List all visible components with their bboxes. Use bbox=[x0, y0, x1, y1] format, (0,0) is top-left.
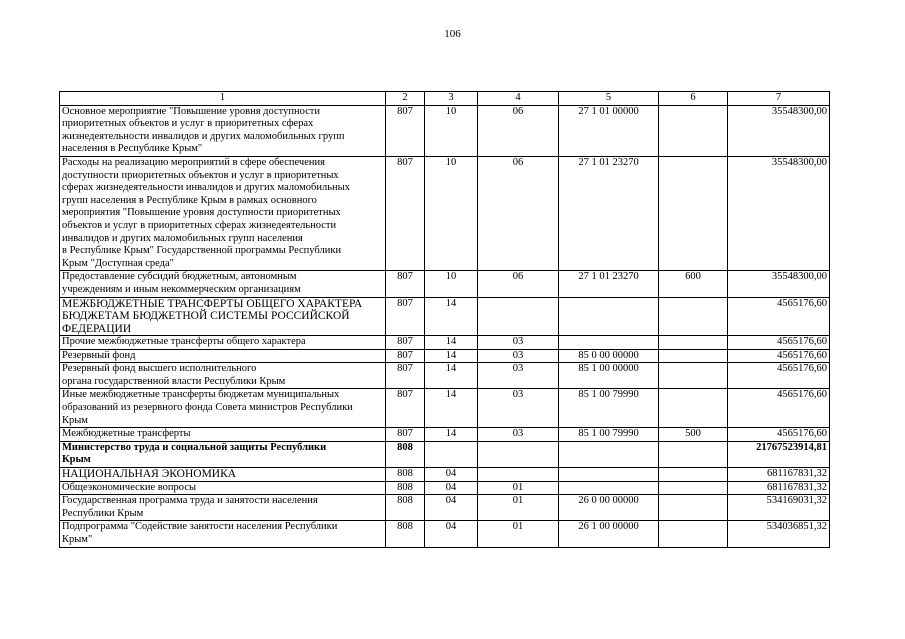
subsection-cell: 06 bbox=[478, 105, 559, 156]
table-row bbox=[60, 105, 830, 156]
row-name-text: Предоставление субсидий бюджетным, автономным учреждениям и иным некоммерческим организациям bbox=[62, 271, 301, 295]
subsection-cell: 03 bbox=[478, 349, 559, 363]
section-cell: 14 bbox=[425, 349, 478, 363]
row-name-cell bbox=[60, 156, 386, 270]
table-row bbox=[60, 481, 830, 495]
expense-type-cell: 500 bbox=[659, 428, 728, 442]
target-article-cell: 26 0 00 00000 bbox=[559, 495, 659, 521]
target-article-cell: 27 1 01 23270 bbox=[559, 271, 659, 297]
amount-cell: 35548300,00 bbox=[728, 105, 830, 156]
row-name-text: Министерство труда и социальной защиты Республики Крым bbox=[62, 441, 327, 466]
code-cell: 807 bbox=[386, 297, 425, 336]
expense-type-cell bbox=[659, 156, 728, 270]
row-name-text: НАЦИОНАЛЬНАЯ ЭКОНОМИКА bbox=[62, 467, 237, 480]
subsection-cell: 03 bbox=[478, 389, 559, 428]
subsection-cell: 03 bbox=[478, 336, 559, 350]
table-row bbox=[60, 336, 830, 350]
table-row bbox=[60, 428, 830, 442]
target-article-cell: 27 1 01 00000 bbox=[559, 105, 659, 156]
row-name-text: Расходы на реализацию мероприятий в сфере обеспечения доступности приоритетных объектов и услуг в приоритетных сферах жизнедеятельности инвалидов и других маломобильных групп населения в Республике Крым в рамках основного мероприятия "Повышение уровня доступности приоритетных объектов и услуг в приоритетных сферах жизнедеятельности инвалидов и других маломобильных групп населения в Республике Крым" Государственной программы Республики Крым "Доступная среда" bbox=[62, 156, 350, 269]
amount-cell: 681167831,32 bbox=[728, 481, 830, 495]
code-cell: 807 bbox=[386, 271, 425, 297]
code-cell: 807 bbox=[386, 389, 425, 428]
section-cell: 14 bbox=[425, 336, 478, 350]
subsection-cell: 01 bbox=[478, 495, 559, 521]
row-name-cell bbox=[60, 428, 386, 442]
row-name-cell bbox=[60, 467, 386, 481]
subsection-cell: 06 bbox=[478, 156, 559, 270]
row-name-text: Прочие межбюджетные трансферты общего характера bbox=[62, 336, 306, 347]
subsection-cell bbox=[478, 467, 559, 481]
target-article-cell: 85 1 00 79990 bbox=[559, 428, 659, 442]
column-header: 3 bbox=[425, 92, 478, 106]
amount-cell: 534169031,32 bbox=[728, 495, 830, 521]
section-cell: 10 bbox=[425, 105, 478, 156]
amount-cell: 4565176,60 bbox=[728, 297, 830, 336]
target-article-cell bbox=[559, 441, 659, 467]
section-cell: 14 bbox=[425, 389, 478, 428]
table-row bbox=[60, 271, 830, 297]
code-cell: 808 bbox=[386, 495, 425, 521]
amount-cell: 4565176,60 bbox=[728, 428, 830, 442]
section-cell: 04 bbox=[425, 467, 478, 481]
row-name-cell bbox=[60, 481, 386, 495]
expense-type-cell bbox=[659, 336, 728, 350]
code-cell: 807 bbox=[386, 363, 425, 389]
row-name-text: Резервный фонд bbox=[62, 349, 136, 361]
row-name-cell bbox=[60, 271, 386, 297]
target-article-cell: 85 1 00 00000 bbox=[559, 363, 659, 389]
row-name-cell bbox=[60, 105, 386, 156]
table-row bbox=[60, 467, 830, 481]
target-article-cell: 85 0 00 00000 bbox=[559, 349, 659, 363]
target-article-cell bbox=[559, 467, 659, 481]
section-cell: 04 bbox=[425, 521, 478, 547]
row-name-cell bbox=[60, 349, 386, 363]
amount-cell: 681167831,32 bbox=[728, 467, 830, 481]
amount-cell: 4565176,60 bbox=[728, 363, 830, 389]
page-number: 106 bbox=[444, 28, 461, 40]
amount-cell: 35548300,00 bbox=[728, 156, 830, 270]
table-row bbox=[60, 349, 830, 363]
row-name-text: Подпрограмма "Содействие занятости населения Республики Крым" bbox=[62, 521, 338, 545]
row-name-cell bbox=[60, 297, 386, 336]
subsection-cell: 03 bbox=[478, 363, 559, 389]
target-article-cell bbox=[559, 297, 659, 336]
row-name-cell bbox=[60, 521, 386, 547]
subsection-cell: 03 bbox=[478, 428, 559, 442]
code-cell: 807 bbox=[386, 105, 425, 156]
table-row bbox=[60, 389, 830, 428]
target-article-cell: 85 1 00 79990 bbox=[559, 389, 659, 428]
column-header: 5 bbox=[559, 92, 659, 106]
expense-type-cell bbox=[659, 105, 728, 156]
section-cell: 10 bbox=[425, 271, 478, 297]
table-row bbox=[60, 521, 830, 547]
expense-type-cell bbox=[659, 495, 728, 521]
table-row bbox=[60, 297, 830, 336]
code-cell: 807 bbox=[386, 156, 425, 270]
column-header: 2 bbox=[386, 92, 425, 106]
expense-type-cell bbox=[659, 389, 728, 428]
row-name-cell bbox=[60, 441, 386, 467]
row-name-text: Резервный фонд высшего исполнительного органа государственной власти Республики Крым bbox=[62, 363, 286, 387]
target-article-cell bbox=[559, 481, 659, 495]
section-cell: 04 bbox=[425, 495, 478, 521]
row-name-text: Межбюджетные трансферты bbox=[62, 428, 191, 440]
row-name-text: Общеэкономические вопросы bbox=[62, 481, 197, 493]
subsection-cell bbox=[478, 441, 559, 467]
table-row bbox=[60, 156, 830, 270]
table-row bbox=[60, 363, 830, 389]
code-cell: 808 bbox=[386, 441, 425, 467]
amount-cell: 4565176,60 bbox=[728, 389, 830, 428]
column-header: 6 bbox=[659, 92, 728, 106]
expense-type-cell bbox=[659, 441, 728, 467]
amount-cell: 4565176,60 bbox=[728, 349, 830, 363]
section-cell: 14 bbox=[425, 363, 478, 389]
section-cell: 14 bbox=[425, 428, 478, 442]
row-name-text: Основное мероприятие "Повышение уровня доступности приоритетных объектов и услуг в приоритетных сферах жизнедеятельности инвалидов и других маломобильных групп населения в Республике Крым" bbox=[62, 105, 345, 155]
column-header: 1 bbox=[60, 92, 386, 106]
target-article-cell: 26 1 00 00000 bbox=[559, 521, 659, 547]
expense-type-cell bbox=[659, 363, 728, 389]
column-header: 7 bbox=[728, 92, 830, 106]
amount-cell: 21767523914,81 bbox=[728, 441, 830, 467]
code-cell: 807 bbox=[386, 349, 425, 363]
table-row bbox=[60, 441, 830, 467]
budget-table bbox=[59, 91, 830, 548]
expense-type-cell bbox=[659, 521, 728, 547]
table-header-row bbox=[60, 92, 830, 106]
row-name-text: Государственная программа труда и занятости населения Республики Крым bbox=[62, 495, 318, 519]
code-cell: 807 bbox=[386, 428, 425, 442]
code-cell: 808 bbox=[386, 481, 425, 495]
row-name-cell bbox=[60, 495, 386, 521]
subsection-cell: 01 bbox=[478, 521, 559, 547]
row-name-cell bbox=[60, 389, 386, 428]
table-row bbox=[60, 495, 830, 521]
expense-type-cell bbox=[659, 349, 728, 363]
row-name-text: МЕЖБЮДЖЕТНЫЕ ТРАНСФЕРТЫ ОБЩЕГО ХАРАКТЕРА БЮДЖЕТАМ БЮДЖЕТНОЙ СИСТЕМЫ РОССИЙСКОЙ ФЕДЕРАЦИИ bbox=[62, 297, 363, 335]
section-cell: 10 bbox=[425, 156, 478, 270]
amount-cell: 4565176,60 bbox=[728, 336, 830, 350]
code-cell: 808 bbox=[386, 521, 425, 547]
column-header: 4 bbox=[478, 92, 559, 106]
subsection-cell: 06 bbox=[478, 271, 559, 297]
amount-cell: 534036851,32 bbox=[728, 521, 830, 547]
code-cell: 807 bbox=[386, 336, 425, 350]
row-name-cell bbox=[60, 336, 386, 350]
row-name-text: Иные межбюджетные трансферты бюджетам муниципальных образований из резервного фонда Совета министров Республики Крым bbox=[62, 389, 353, 426]
amount-cell: 35548300,00 bbox=[728, 271, 830, 297]
subsection-cell: 01 bbox=[478, 481, 559, 495]
subsection-cell bbox=[478, 297, 559, 336]
section-cell: 04 bbox=[425, 481, 478, 495]
target-article-cell: 27 1 01 23270 bbox=[559, 156, 659, 270]
target-article-cell bbox=[559, 336, 659, 350]
section-cell: 14 bbox=[425, 297, 478, 336]
expense-type-cell bbox=[659, 481, 728, 495]
section-cell bbox=[425, 441, 478, 467]
code-cell: 808 bbox=[386, 467, 425, 481]
expense-type-cell: 600 bbox=[659, 271, 728, 297]
expense-type-cell bbox=[659, 467, 728, 481]
expense-type-cell bbox=[659, 297, 728, 336]
row-name-cell bbox=[60, 363, 386, 389]
